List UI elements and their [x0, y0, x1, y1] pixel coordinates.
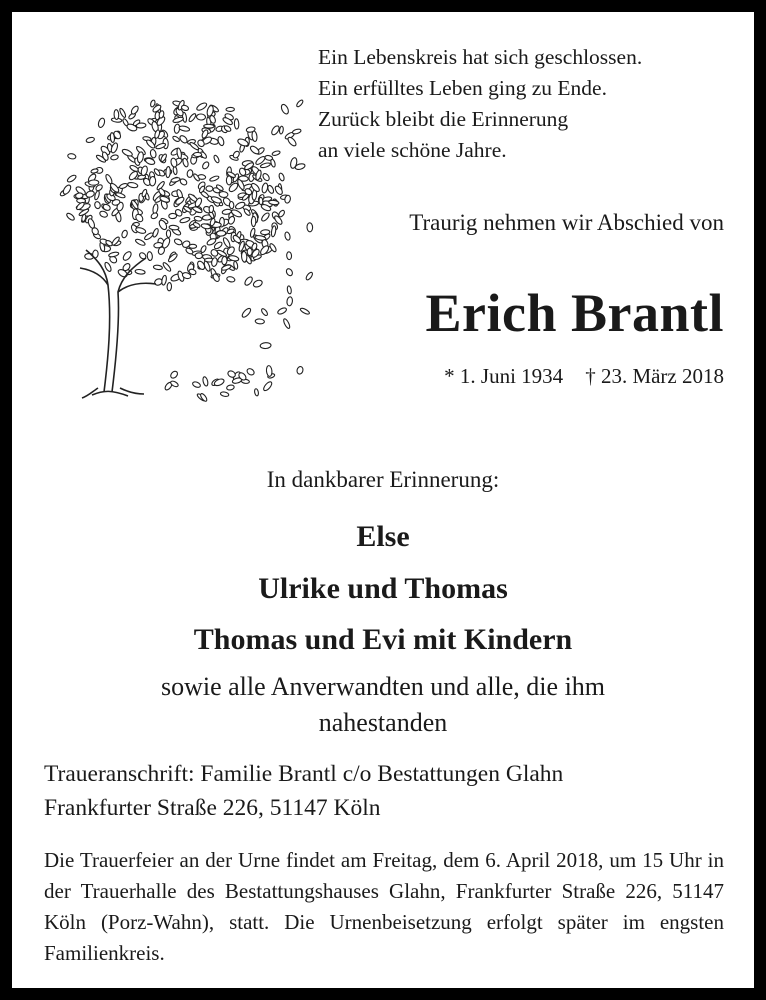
mourning-address	[44, 757, 734, 825]
poem-line: an viele schöne Jahre.	[318, 138, 507, 162]
poem-line: Ein erfülltes Leben ging zu Ende.	[318, 76, 607, 100]
birth-date: * 1. Juni 1934	[444, 364, 564, 388]
poem-line: Ein Lebenskreis hat sich geschlossen.	[318, 45, 643, 69]
relatives-line: sowie alle Anverwandten und alle, die ihm	[160, 672, 606, 701]
obituary-card	[12, 12, 754, 988]
ceremony-info: Die Trauerfeier an der Urne findet am Freitag, dem 6. April 2018, um 15 Uhr in der Trauerhalle des Bestattungshauses Glahn, Frankfurter Straße 226, 51147 Köln (Porz-Wahn), statt. Die Urnenbeisetzung erfolgt später im engsten Familienkreis.	[44, 848, 724, 965]
poem-line: Zurück bleibt die Erinnerung	[318, 107, 569, 131]
memorial-poem	[318, 42, 738, 166]
mourner-name: Else	[356, 520, 410, 553]
mourner-name: Thomas und Evi mit Kindern	[193, 623, 573, 656]
life-dates	[444, 364, 724, 389]
mourner-name: Ulrike und Thomas	[258, 572, 508, 605]
address-line: Frankfurter Straße 226, 51147 Köln	[44, 795, 381, 821]
farewell-intro: Traurig nehmen wir Abschied von	[409, 210, 724, 235]
wind-tree-icon	[42, 70, 322, 410]
relatives-line: nahestanden	[318, 708, 448, 737]
dedication-line: In dankbarer Erinnerung:	[266, 467, 500, 492]
deceased-name: Erich Brantl	[425, 283, 724, 343]
relatives-note	[12, 669, 754, 741]
death-date: † 23. März 2018	[585, 364, 724, 388]
address-line: Traueranschrift: Familie Brantl c/o Bestattungen Glahn	[44, 761, 564, 787]
